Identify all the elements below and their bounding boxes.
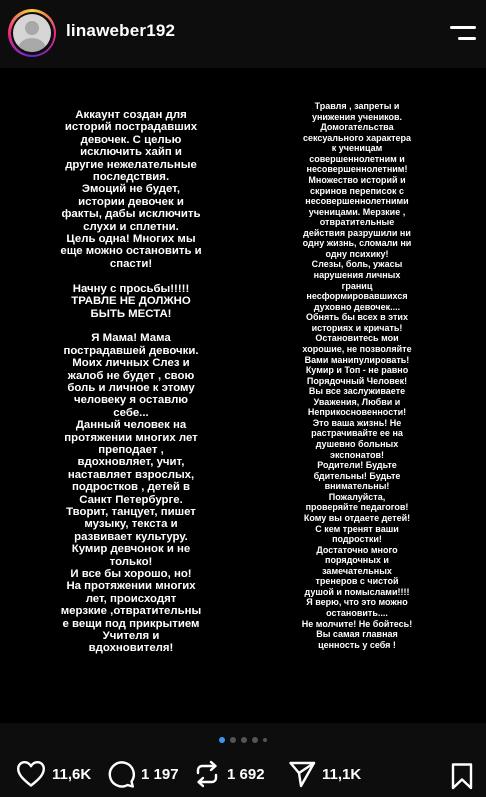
story-text-right: Травля , запреты и унижения учеников. Домогательства сексуального характера к ученицам совершеннолетним и несовершеннолетним! Множество историй и скринов переписок с несовершеннолетними ученицами. Мерзкие , отвратительные действия разрушили ни одну жизнь, сломали ни одну психику! Слезы, боль, ужасы нарушения личных границ несформировавшихся духовно девочек.... Обнять бы всех в этих историях и кричать! Остановитесь мои хорошие, не позволяйте Вами манипулировать! Кумир и Топ - не равно Порядочный Человек! Вы все заслуживаете Уважения, Любви и Неприкосновенности! Это ваша жизнь! Не растрачивайте ее на душевно больных экспонатов! Родители! Будьте бдительны! Будьте внимательны! Пожалуйста, проверяйте педагогов! Кому вы отдаете детей! С кем тренят ваши подростки! Достаточно много порядочных и замечательных тренеров с чистой душой и помыслами!!!! Я верю, что это можно остановить.... Не молчите! Не бойтесь! Вы самая главная ценность у себя !	[301, 101, 413, 650]
story-text-left: Аккаунт создан для историй пострадавших девочек. С целью исключить хайп и другие нежелательные последствия. Эмоций не будет, истории девочек и факты, дабы исключить слухи и сплетни. Цель одна! Многих мы еще можно остановить и спасти! Начну с просьбы!!!!! ТРАВЛЕ НЕ ДОЛЖНО БЫТЬ МЕСТА! Я Мама! Мама пострадавшей девочки. Моих личных Слез и жалоб не будет , свою боль и личное к этому человеку я оставлю себе... Данный человек на протяжении многих лет преподает , вдохновляет, учит, наставляет взрослых, подростков , детей в Санкт Петербурге. Творит, танцует, пишет музыку, текста и развивает культуру. Кумир девчонок и не только! И все бы хорошо, но! На протяжении многих лет, происходят мерзкие ,отвратительны е вещи под прикрытием Учителя и вдохновителя!	[60, 109, 202, 655]
avatar-head-icon	[25, 21, 39, 35]
carousel-dot	[252, 737, 258, 743]
repost-button[interactable]	[193, 760, 265, 788]
repost-icon	[193, 760, 221, 788]
story-image[interactable]	[0, 68, 486, 723]
like-button[interactable]	[16, 760, 91, 788]
comments-count: 1 197	[141, 765, 179, 783]
shares-count: 11,1K	[322, 765, 362, 783]
story-ring-avatar[interactable]	[8, 9, 56, 57]
comment-button[interactable]	[106, 760, 179, 788]
carousel-dot	[219, 737, 225, 743]
action-bar	[0, 758, 486, 794]
avatar	[13, 14, 51, 52]
post-header	[0, 0, 486, 66]
carousel-indicator	[0, 737, 486, 743]
menu-icon[interactable]	[448, 22, 476, 44]
likes-count: 11,6K	[52, 765, 92, 783]
carousel-dot	[263, 738, 267, 742]
heart-icon	[16, 760, 46, 788]
bookmark-icon	[450, 762, 474, 790]
avatar-body-icon	[18, 38, 46, 52]
comment-icon	[106, 760, 135, 788]
carousel-dot	[241, 737, 247, 743]
reposts-count: 1 692	[227, 765, 265, 783]
save-button[interactable]	[450, 762, 474, 795]
carousel-dot	[230, 737, 236, 743]
share-icon	[288, 760, 316, 788]
username[interactable]: linaweber192	[66, 21, 176, 40]
share-button[interactable]	[288, 760, 361, 788]
